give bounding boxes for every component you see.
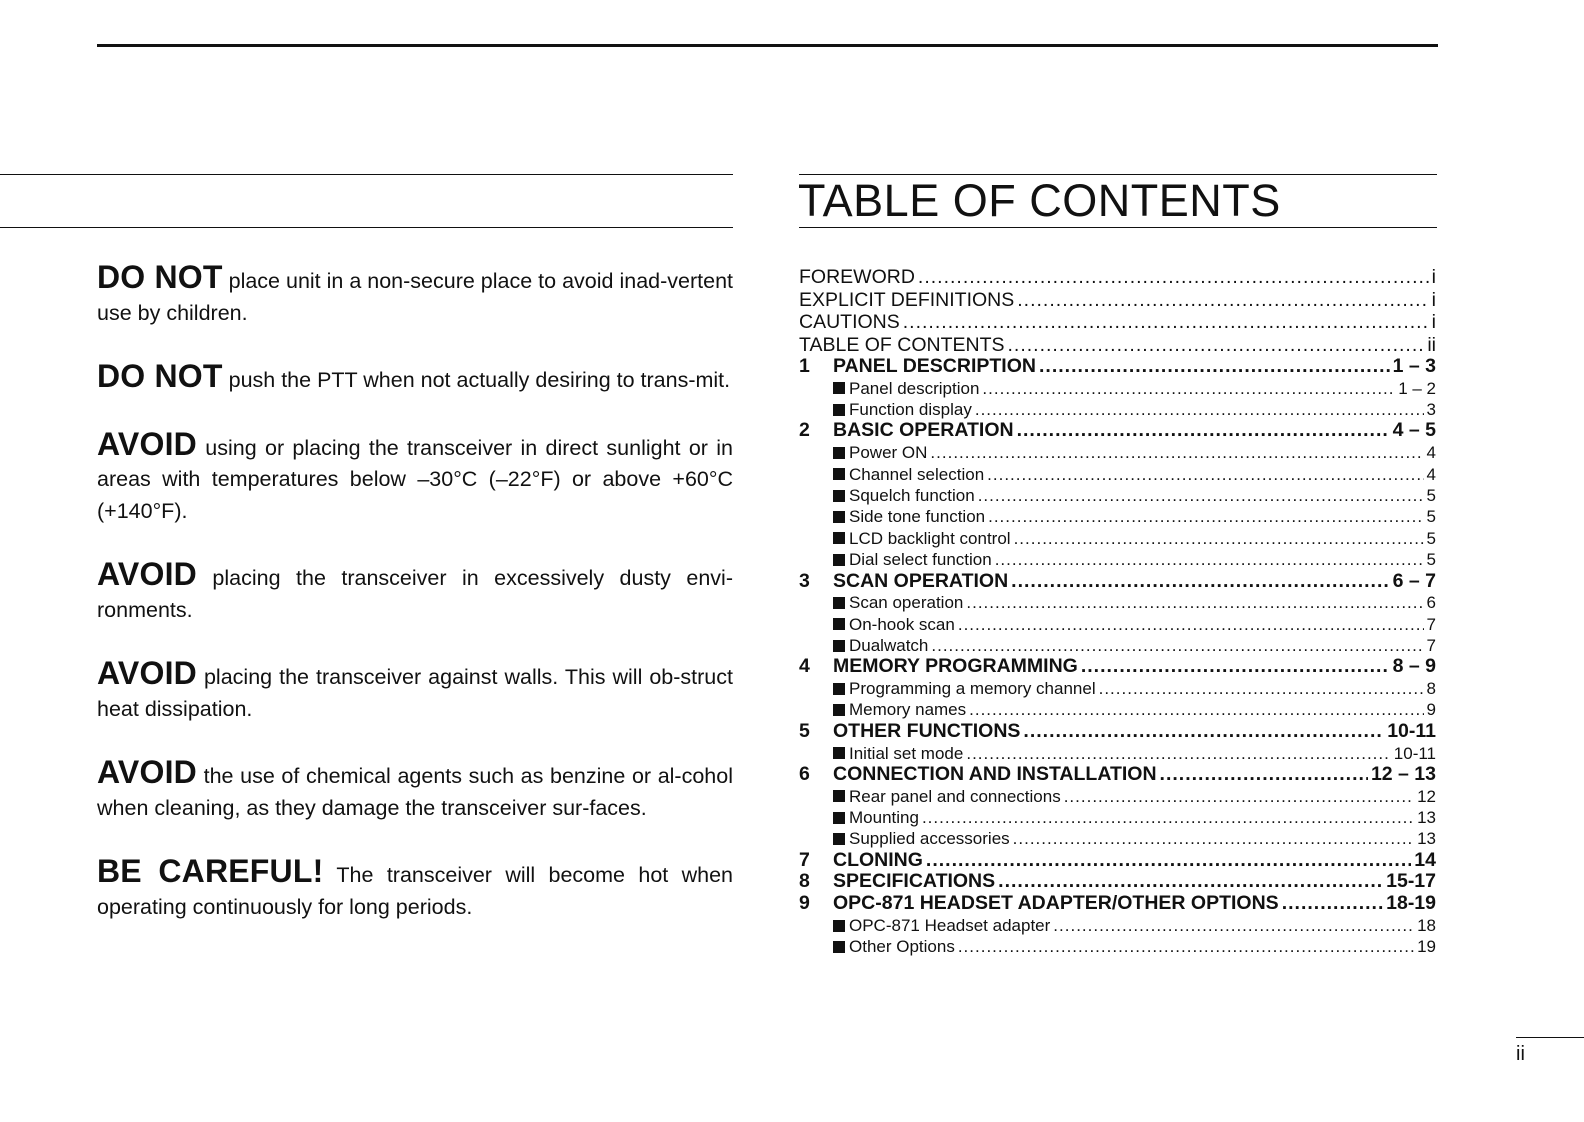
toc-entry-label: CONNECTION AND INSTALLATION <box>833 763 1157 785</box>
square-bullet-icon <box>833 704 845 716</box>
caution-keyword: AVOID <box>97 556 197 592</box>
toc-entry-label: BASIC OPERATION <box>833 420 1014 442</box>
caution-text: placing the transceiver against walls. This will ob-struct heat dissipation. <box>97 665 733 721</box>
toc-dot-leader <box>987 464 1423 485</box>
square-bullet-icon <box>833 941 845 953</box>
caution-keyword: DO NOT <box>97 358 223 394</box>
toc-entry[interactable] <box>799 635 1436 656</box>
toc-entry-label: CLONING <box>833 849 923 871</box>
top-rule <box>97 44 1438 47</box>
toc-entry-label: Scan operation <box>849 593 964 613</box>
toc-entry[interactable] <box>799 399 1436 420</box>
cautions-rule-bottom <box>0 227 733 228</box>
toc-entry-label: Channel selection <box>849 464 985 484</box>
toc-entry[interactable] <box>799 378 1436 399</box>
toc-entry[interactable] <box>799 699 1436 720</box>
toc-entry-page: 4 – 5 <box>1392 420 1436 442</box>
toc-list <box>799 266 1436 958</box>
toc-entry-page: 10-11 <box>1393 743 1436 763</box>
toc-dot-leader <box>982 378 1395 399</box>
caution-text: place unit in a non-secure place to avoid inad-vertent use by children. <box>97 269 733 325</box>
caution-keyword: DO NOT <box>97 259 223 295</box>
toc-chapter-number: 1 <box>799 356 810 377</box>
square-bullet-icon <box>833 554 845 566</box>
toc-dot-leader <box>918 266 1429 289</box>
toc-entry-label: Side tone function <box>849 507 986 527</box>
square-bullet-icon <box>833 532 845 544</box>
toc-entry-page: 18-19 <box>1386 893 1436 915</box>
toc-entry-page: 6 <box>1426 593 1436 613</box>
toc-entry[interactable] <box>799 915 1436 936</box>
toc-entry[interactable] <box>799 420 1436 442</box>
toc-entry[interactable] <box>799 743 1436 764</box>
toc-entry-page: 13 <box>1417 807 1436 827</box>
toc-dot-leader <box>1013 828 1414 849</box>
toc-dot-leader <box>995 549 1424 570</box>
toc-dot-leader <box>969 699 1423 720</box>
square-bullet-icon <box>833 833 845 845</box>
square-bullet-icon <box>833 812 845 824</box>
toc-entry-page: 6 – 7 <box>1392 570 1436 592</box>
caution-item <box>97 655 733 725</box>
square-bullet-icon <box>833 490 845 502</box>
toc-entry-page: i <box>1431 266 1436 288</box>
toc-entry-page: 3 <box>1426 400 1436 420</box>
toc-entry-label: SCAN OPERATION <box>833 570 1009 592</box>
toc-entry-label: Initial set mode <box>849 743 964 763</box>
square-bullet-icon <box>833 447 845 459</box>
toc-dot-leader <box>1008 334 1425 357</box>
toc-entry-page: 5 <box>1426 485 1436 505</box>
toc-dot-leader <box>998 871 1383 893</box>
toc-entry-page: 10-11 <box>1387 720 1436 742</box>
toc-entry[interactable] <box>799 506 1436 527</box>
toc-entry-label: Supplied accessories <box>849 829 1010 849</box>
toc-entry-page: 18 <box>1417 915 1436 935</box>
square-bullet-icon <box>833 618 845 630</box>
caution-text: the use of chemical agents such as benzine or al-cohol when cleaning, as they damage the transceiver sur-faces. <box>97 764 733 820</box>
page-corner-rule <box>1516 1037 1584 1038</box>
toc-entry[interactable] <box>799 571 1436 593</box>
toc-entry[interactable] <box>799 464 1436 485</box>
toc-entry[interactable] <box>799 807 1436 828</box>
toc-entry[interactable] <box>799 266 1436 289</box>
toc-entry-label: Memory names <box>849 700 967 720</box>
square-bullet-icon <box>833 683 845 695</box>
toc-entry-label: EXPLICIT DEFINITIONS <box>799 288 1015 311</box>
square-bullet-icon <box>833 382 845 394</box>
square-bullet-icon <box>833 790 845 802</box>
toc-entry-label: Panel description <box>849 378 980 398</box>
toc-entry[interactable] <box>799 592 1436 613</box>
caution-item <box>97 425 733 528</box>
toc-entry[interactable] <box>799 549 1436 570</box>
toc-chapter-number: 2 <box>799 420 810 442</box>
toc-entry-page: 5 <box>1426 550 1436 570</box>
page-number: ii <box>1516 1043 1525 1065</box>
toc-dot-leader <box>930 442 1423 463</box>
caution-item <box>97 259 733 329</box>
toc-title: TABLE OF CONTENTS <box>798 175 1281 226</box>
toc-entry[interactable] <box>799 528 1436 549</box>
toc-chapter-number: 3 <box>799 570 810 592</box>
toc-entry-page: 8 – 9 <box>1392 656 1436 678</box>
toc-dot-leader <box>1064 786 1414 807</box>
toc-dot-leader <box>988 506 1423 527</box>
toc-dot-leader <box>958 936 1414 957</box>
toc-entry-label: OTHER FUNCTIONS <box>833 720 1021 742</box>
caution-keyword: AVOID <box>97 655 197 691</box>
toc-entry-label: FOREWORD <box>799 266 915 288</box>
toc-dot-leader <box>958 614 1424 635</box>
toc-dot-leader <box>966 592 1423 613</box>
toc-entry-page: 1 – 2 <box>1398 378 1436 398</box>
square-bullet-icon <box>833 468 845 480</box>
toc-entry-page: 4 <box>1426 464 1436 484</box>
toc-entry-page: i <box>1431 311 1436 333</box>
toc-entry-label: PANEL DESCRIPTION <box>833 356 1036 377</box>
toc-entry[interactable] <box>799 893 1436 915</box>
toc-entry-label: Function display <box>849 400 972 420</box>
caution-item <box>97 754 733 824</box>
square-bullet-icon <box>833 640 845 652</box>
toc-chapter-number: 7 <box>799 849 810 871</box>
toc-dot-leader <box>931 635 1423 656</box>
toc-rule-bottom <box>799 227 1437 228</box>
toc-entry-page: 19 <box>1417 937 1436 957</box>
square-bullet-icon <box>833 747 845 759</box>
toc-entry-label: OPC-871 Headset adapter <box>849 915 1051 935</box>
toc-entry[interactable] <box>799 334 1436 357</box>
toc-entry-page: 15-17 <box>1386 871 1436 893</box>
toc-entry-label: LCD backlight control <box>849 528 1011 548</box>
toc-entry[interactable] <box>799 442 1436 463</box>
toc-entry[interactable] <box>799 614 1436 635</box>
toc-dot-leader <box>1017 289 1428 312</box>
toc-entry-label: MEMORY PROGRAMMING <box>833 656 1078 678</box>
caution-text: using or placing the transceiver in direct sunlight or in areas with temperatures below –30°C (–22°F) or above +60°C (+140°F). <box>97 435 733 523</box>
toc-entry[interactable] <box>799 828 1436 849</box>
toc-entry-page: 12 – 13 <box>1370 763 1436 785</box>
toc-entry-label: SPECIFICATIONS <box>833 871 996 893</box>
caution-item <box>97 358 733 397</box>
square-bullet-icon <box>833 511 845 523</box>
cautions-list <box>97 259 733 955</box>
toc-entry-label: OPC-871 HEADSET ADAPTER/OTHER OPTIONS <box>833 893 1279 915</box>
toc-dot-leader <box>903 311 1429 334</box>
cautions-rule-top <box>0 174 733 175</box>
toc-entry[interactable] <box>799 678 1436 699</box>
toc-entry-label: Rear panel and connections <box>849 786 1061 806</box>
toc-entry-page: 7 <box>1426 635 1436 655</box>
toc-dot-leader <box>1053 915 1414 936</box>
toc-entry[interactable] <box>799 289 1436 312</box>
toc-entry-label: CAUTIONS <box>799 311 900 333</box>
toc-entry-page: 5 <box>1426 528 1436 548</box>
toc-dot-leader <box>978 485 1424 506</box>
toc-entry-label: Dualwatch <box>849 635 929 655</box>
toc-dot-leader <box>1081 656 1390 678</box>
toc-entry-label: On-hook scan <box>849 614 955 634</box>
square-bullet-icon <box>833 920 845 932</box>
toc-entry-label: Power ON <box>849 443 928 463</box>
toc-dot-leader <box>1017 420 1390 442</box>
toc-entry-label: Dial select function <box>849 550 992 570</box>
toc-entry[interactable] <box>799 786 1436 807</box>
toc-entry-page: 7 <box>1426 614 1436 634</box>
toc-dot-leader <box>1099 678 1424 699</box>
toc-dot-leader <box>1282 893 1383 915</box>
toc-entry-label: Squelch function <box>849 485 975 505</box>
toc-dot-leader <box>926 850 1411 872</box>
toc-entry-page: 1 – 3 <box>1392 356 1436 377</box>
toc-entry-page: ii <box>1427 333 1436 356</box>
toc-entry[interactable] <box>799 485 1436 506</box>
toc-entry[interactable] <box>799 721 1436 743</box>
toc-entry-page: 8 <box>1426 679 1436 699</box>
toc-entry-page: 5 <box>1426 507 1436 527</box>
toc-dot-leader <box>1014 528 1424 549</box>
toc-entry[interactable] <box>799 850 1436 872</box>
toc-chapter-number: 6 <box>799 763 810 785</box>
caution-text: placing the transceiver in excessively dusty envi-ronments. <box>97 566 733 622</box>
caution-keyword: AVOID <box>97 754 197 790</box>
toc-entry-page: i <box>1431 288 1436 311</box>
square-bullet-icon <box>833 404 845 416</box>
toc-entry-page: 14 <box>1414 849 1436 871</box>
toc-dot-leader <box>1039 356 1390 378</box>
toc-entry-page: 12 <box>1417 786 1436 806</box>
square-bullet-icon <box>833 597 845 609</box>
caution-keyword: AVOID <box>97 425 197 462</box>
toc-entry[interactable] <box>799 656 1436 678</box>
toc-entry[interactable] <box>799 356 1436 378</box>
toc-chapter-number: 4 <box>799 656 810 678</box>
toc-entry[interactable] <box>799 764 1436 786</box>
toc-dot-leader <box>922 807 1414 828</box>
toc-dot-leader <box>1160 764 1368 786</box>
caution-item <box>97 556 733 626</box>
toc-entry-page: 13 <box>1417 829 1436 849</box>
caution-keyword: BE CAREFUL! <box>97 853 324 889</box>
toc-chapter-number: 8 <box>799 871 810 893</box>
toc-entry-label: Programming a memory channel <box>849 679 1096 699</box>
toc-dot-leader <box>1011 571 1389 593</box>
toc-entry[interactable] <box>799 311 1436 334</box>
caution-text: The transceiver will become hot when operating continuously for long periods. <box>97 863 733 919</box>
toc-chapter-number: 5 <box>799 720 810 742</box>
caution-item <box>97 853 733 923</box>
toc-dot-leader <box>966 743 1390 764</box>
caution-text: push the PTT when not actually desiring to trans-mit. <box>222 368 731 392</box>
toc-entry-label: TABLE OF CONTENTS <box>799 333 1005 356</box>
toc-entry[interactable] <box>799 871 1436 893</box>
toc-chapter-number: 9 <box>799 893 810 915</box>
toc-entry-label: Other Options <box>849 937 955 957</box>
toc-entry-page: 9 <box>1426 700 1436 720</box>
toc-entry-label: Mounting <box>849 807 919 827</box>
toc-dot-leader <box>975 399 1424 420</box>
toc-entry[interactable] <box>799 936 1436 957</box>
toc-dot-leader <box>1023 721 1384 743</box>
toc-entry-page: 4 <box>1426 443 1436 463</box>
